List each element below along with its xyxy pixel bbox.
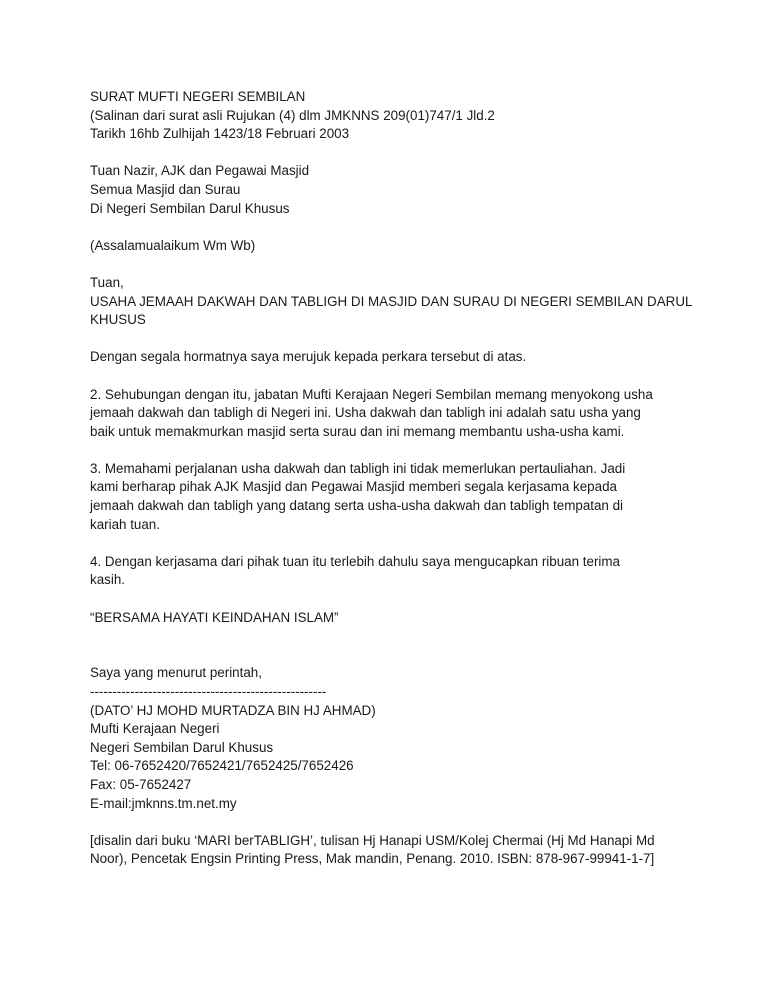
- recipient-line: Semua Masjid dan Surau: [90, 181, 241, 197]
- letter-header: [90, 88, 690, 144]
- letter-reference: (Salinan dari surat asli Rujukan (4) dlm JMKNNS 209(01)747/1 Jld.2: [90, 107, 495, 123]
- paragraph-line: kami berharap pihak AJK Masjid dan Pegawai Masjid memberi segala kerjasama kepada: [90, 479, 617, 495]
- signatory-name: (DATO’ HJ MOHD MURTADZA BIN HJ AHMAD): [90, 702, 376, 718]
- paragraph-line: 2. Sehubungan dengan itu, jabatan Mufti Kerajaan Negeri Sembilan memang menyokong usha: [90, 386, 653, 402]
- motto: “BERSAMA HAYATI KEINDAHAN ISLAM”: [90, 609, 339, 625]
- recipient-line: Di Negeri Sembilan Darul Khusus: [90, 200, 290, 216]
- paragraph-4: [90, 553, 690, 590]
- subject-line: KHUSUS: [90, 312, 146, 328]
- subject-line: USAHA JEMAAH DAKWAH DAN TABLIGH DI MASJID DAN SURAU DI NEGERI SEMBILAN DARUL: [90, 293, 693, 309]
- paragraph-line: kasih.: [90, 572, 125, 588]
- recipient-line: Tuan Nazir, AJK dan Pegawai Masjid: [90, 163, 310, 179]
- paragraph-line: kariah tuan.: [90, 516, 160, 532]
- source-note-line: [disalin dari buku ‘MARI berTABLIGH’, tulisan Hj Hanapi USM/Kolej Chermai (Hj Md Hanapi Md: [90, 832, 655, 848]
- letter-date: Tarikh 16hb Zulhijah 1423/18 Februari 2003: [90, 126, 350, 142]
- closing-phrase: Saya yang menurut perintah,: [90, 665, 262, 681]
- paragraph-3: [90, 460, 690, 534]
- contact-tel: Tel: 06-7652420/7652421/7652425/7652426: [90, 758, 354, 774]
- source-note: [90, 832, 690, 869]
- source-note-line: Noor), Pencetak Engsin Printing Press, Mak mandin, Penang. 2010. ISBN: 878-967-99941-1-7]: [90, 851, 655, 867]
- signatory-position: Mufti Kerajaan Negeri: [90, 721, 220, 737]
- paragraph-1: [90, 348, 690, 367]
- signatory-state: Negeri Sembilan Darul Khusus: [90, 739, 274, 755]
- paragraph-line: Dengan segala hormatnya saya merujuk kepada perkara tersebut di atas.: [90, 349, 527, 365]
- contact-fax: Fax: 05-7652427: [90, 776, 192, 792]
- recipient-block: [90, 162, 690, 218]
- greeting-block: [90, 237, 690, 256]
- signature-line: -----------------------------------------------------: [90, 684, 327, 699]
- paragraph-line: baik untuk memakmurkan masjid serta surau dan ini memang membantu usha-usha kami.: [90, 423, 625, 439]
- paragraph-line: jemaah dakwah dan tabligh yang datang serta usha-usha dakwah dan tabligh tempatan di: [90, 498, 624, 514]
- paragraph-line: 4. Dengan kerjasama dari pihak tuan itu terlebih dahulu saya mengucapkan ribuan terima: [90, 553, 620, 569]
- closing-block: [90, 664, 690, 813]
- greeting: (Assalamualaikum Wm Wb): [90, 237, 256, 253]
- paragraph-line: jemaah dakwah dan tabligh di Negeri ini. Usha dakwah dan tabligh ini adalah satu usha yang: [90, 405, 641, 421]
- contact-email: E-mail:jmknns.tm.net.my: [90, 795, 237, 811]
- paragraph-2: [90, 386, 690, 442]
- letter-page: [90, 88, 693, 888]
- subject-block: [90, 274, 693, 330]
- salutation: Tuan,: [90, 274, 124, 290]
- paragraph-line: 3. Memahami perjalanan usha dakwah dan tabligh ini tidak memerlukan pertauliahan. Jadi: [90, 460, 626, 476]
- motto-block: [90, 609, 690, 628]
- letter-title: SURAT MUFTI NEGERI SEMBILAN: [90, 89, 306, 104]
